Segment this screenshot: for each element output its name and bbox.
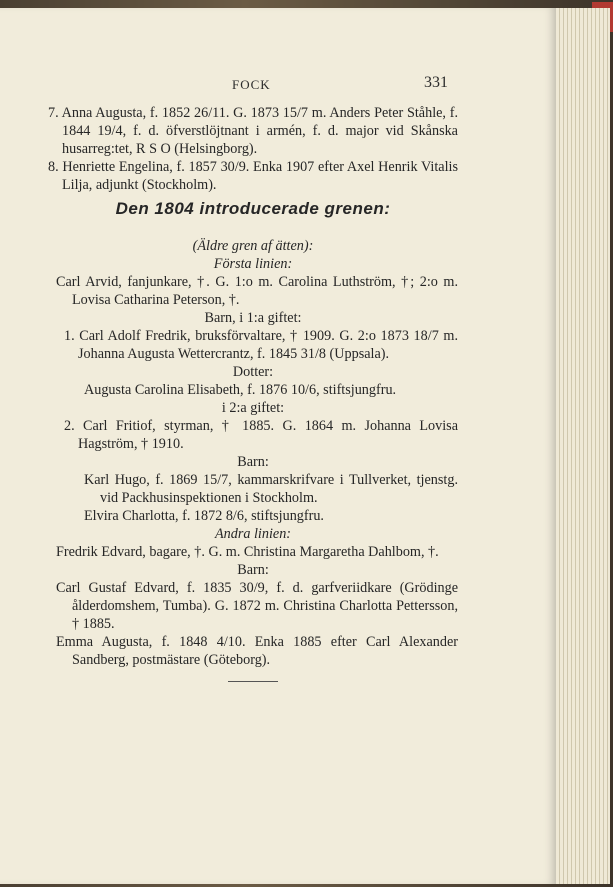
line-heading-first: Första linien: [213,256,293,272]
second-marriage-heading: i 2:a giftet: [221,400,285,416]
section-heading: Den 1804 introducerade grenen: [115,199,391,218]
entry-elvira: Elvira Charlotta, f. 1872 8/6, stiftsjungfru. [84,508,324,524]
daughter-heading: Dotter: [232,364,274,380]
entry-7: 7. Anna Augusta, f. 1852 26/11. G. 1873 15/7 m. Anders Peter Ståhle, f. 1844 19/4, f. d. öfverstlöjtnant i armén, f. d. major vid Skånska husarreg:tet, R S O (Helsingborg). [48,105,458,157]
children-heading: Barn, i 1:a giftet: [204,310,302,326]
end-rule [228,681,278,682]
entry-augusta-carolina: Augusta Carolina Elisabeth, f. 1876 10/6, stiftsjungfru. [84,382,397,398]
page-body [48,104,458,682]
line-heading-second: Andra linien: [214,526,292,542]
page-number: 331 [424,74,448,91]
entry-carl-arvid: Carl Arvid, fanjunkare, †. G. 1:o m. Carolina Luthström, †; 2:o m. Lovisa Catharina Peterson, †. [56,274,458,308]
entry-child-2: 2. Carl Fritiof, styrman, † 1885. G. 1864 m. Johanna Lovisa Hagström, † 1910. [64,418,458,452]
entry-carl-gustaf: Carl Gustaf Edvard, f. 1835 30/9, f. d. garfveriidkare (Grödinge ålderdomshem, Tumba). G. 1872 m. Christina Charlotta Pettersson, † 1885. [56,580,458,632]
entry-emma-augusta: Emma Augusta, f. 1848 4/10. Enka 1885 efter Carl Alexander Sandberg, postmästare (Göteborg). [56,634,458,668]
children-heading-2: Barn: [237,454,269,470]
section-subheading: (Äldre gren af ätten): [192,238,314,254]
page-edges [548,8,610,884]
entry-8: 8. Henriette Engelina, f. 1857 30/9. Enka 1907 efter Axel Henrik Vitalis Lilja, adjunkt (Stockholm). [48,159,458,193]
running-header-title: FOCK [232,77,271,92]
children-heading-3: Barn: [237,562,269,578]
entry-fredrik-edvard: Fredrik Edvard, bagare, †. G. m. Christina Margaretha Dahlbom, †. [56,544,439,560]
entry-karl-hugo: Karl Hugo, f. 1869 15/7, kammarskrifvare i Tullverket, tjenstg. vid Packhusinspektionen i Stockholm. [84,472,458,506]
entry-child-1: 1. Carl Adolf Fredrik, bruksförvaltare, † 1909. G. 2:o 1873 18/7 m. Johanna Augusta Wettercrantz, f. 1845 31/8 (Uppsala). [64,328,458,362]
